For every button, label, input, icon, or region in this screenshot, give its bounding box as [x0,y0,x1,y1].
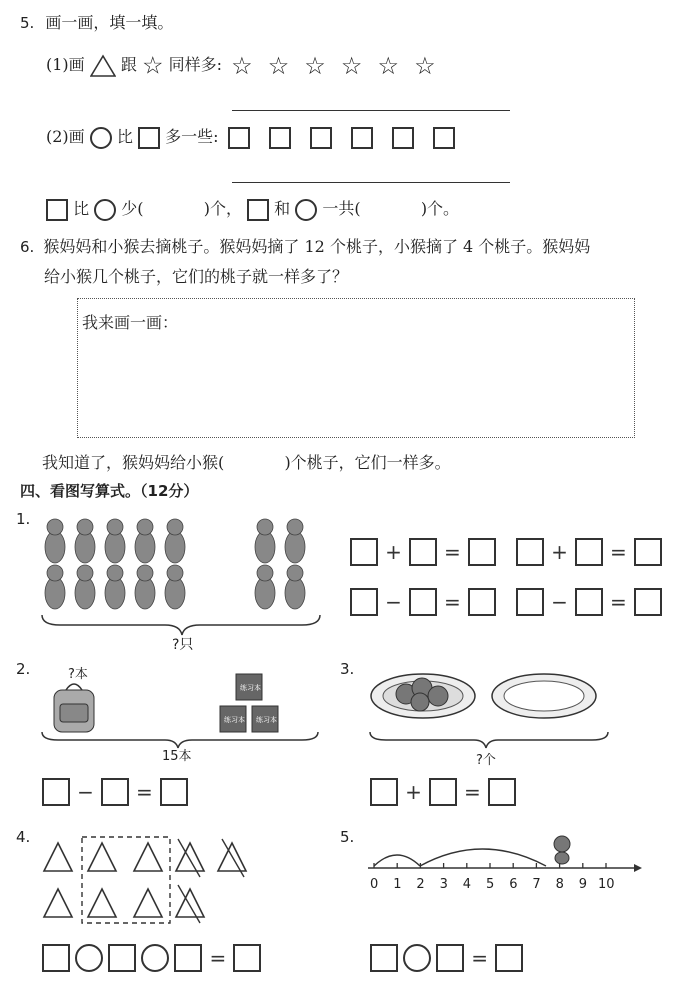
answer-box[interactable] [575,538,603,566]
answer-box[interactable] [468,588,496,616]
star-icon: ☆ [377,51,400,80]
square-icon [310,127,332,149]
minus-sign: − [385,590,402,614]
q5-part1 [46,52,436,78]
brace [370,732,608,748]
triangle-icon [44,843,72,871]
q5-part2-suffix: 多一些: [165,127,219,146]
q5-fill-row [46,196,459,221]
answer-box[interactable] [575,588,603,616]
p3-illustration [366,668,616,768]
answer-box[interactable] [468,538,496,566]
brace [42,615,320,635]
tick-label: 0 [370,877,379,892]
answer-box[interactable] [160,778,188,806]
answer-box[interactable] [495,944,523,972]
plate-icon [492,674,596,718]
equals-sign: = [136,780,153,804]
operator-circle[interactable] [141,944,169,972]
cat-icon [135,565,155,609]
answer-box[interactable] [409,588,437,616]
p3-eq [370,778,516,806]
operator-circle[interactable] [75,944,103,972]
circle-icon [90,127,112,149]
triangle-icon [88,843,116,871]
square-icon [351,127,373,149]
tick-label: 4 [462,877,472,892]
tick-label: 8 [555,877,564,892]
q6-text-1: 猴妈妈和小猴去摘桃子。猴妈妈摘了 12 个桃子，小猴摘了 4 个桃子。猴妈妈 [43,237,591,256]
q6-answer-a: 我知道了，猴妈妈给小猴( [42,453,225,472]
equals-sign: = [209,946,227,970]
triangle-icon [44,889,72,917]
answer-box[interactable] [516,588,544,616]
q5-fill-f: )个。 [420,199,460,218]
plus-sign: + [551,540,568,564]
q5-fill-d: 和 [274,199,291,218]
q6-line2 [44,264,348,287]
q5-part1-suffix: 同样多: [168,55,222,74]
brace [42,732,318,748]
p2-brace-label: 15本 [162,749,192,762]
square-icon [269,127,291,149]
square-icon [247,199,269,221]
jump-arc [420,849,546,866]
answer-box[interactable] [42,944,70,972]
p2-eq [42,778,188,806]
cat-icon [255,519,275,563]
answer-box[interactable] [350,588,378,616]
cat-icon [165,519,185,563]
q5-fill-e: 一共( [322,199,361,218]
book-icon [220,706,246,732]
minus-sign: − [551,590,568,614]
q6-answer-b: )个桃子，它们一样多。 [284,453,451,472]
triangle-icon [176,843,204,871]
p1-eq-3 [350,588,496,616]
q5-part2 [46,124,455,149]
p1-number: 1. [16,510,31,528]
p2-illustration [40,662,330,762]
equals-sign: = [444,590,461,614]
p3-number: 3. [340,660,355,678]
book-icon [252,706,278,732]
tick-label: 6 [509,877,518,892]
tick-label: 5 [486,877,495,892]
cats-illustration [40,515,325,655]
q5-fill-a: 比 [73,199,90,218]
square-icon [138,127,160,149]
tick-label: 7 [532,877,541,892]
p4-eq [42,944,261,972]
p5-number: 5. [340,828,355,846]
answer-box[interactable] [634,538,662,566]
triangle-icon [88,889,116,917]
q5-title: 画一画，填一填。 [45,13,174,32]
plus-sign: + [385,540,402,564]
tick-label: 1 [393,877,402,892]
equals-sign: = [471,946,489,970]
cat-icon [285,565,305,609]
star-icon: ☆ [141,51,164,80]
q5-part1-prefix: (1)画 [46,55,85,74]
square-icon [392,127,414,149]
answer-box[interactable] [409,538,437,566]
answer-box[interactable] [233,944,261,972]
q5-answer-line-2[interactable] [232,182,510,183]
q5-number: 5. [20,14,35,32]
answer-box[interactable] [488,778,516,806]
q5-part2-mid: 比 [116,127,133,146]
q5-answer-line-1[interactable] [232,110,510,111]
p1-brace-label: ?只 [172,637,194,653]
cat-icon [75,519,95,563]
q6-answer-row [42,450,451,473]
p3-brace-label: ?个 [476,753,496,768]
circle-icon [295,199,317,221]
p2-unknown-label: ?本 [68,667,88,682]
answer-box[interactable] [436,944,464,972]
q6-text-2: 给小猴几个桃子，它们的桃子就一样多了？ [44,267,349,286]
answer-box[interactable] [174,944,202,972]
star-icon: ☆ [267,51,290,80]
answer-box[interactable] [101,778,129,806]
answer-box[interactable] [429,778,457,806]
equals-sign: = [610,590,627,614]
axis-arrow [634,864,642,872]
answer-box[interactable] [108,944,136,972]
cat-icon [135,519,155,563]
minus-sign: − [77,780,94,804]
circle-icon [94,199,116,221]
answer-box[interactable] [42,778,70,806]
answer-box[interactable] [370,778,398,806]
p1-eq-1 [350,538,496,566]
tick-label: 3 [439,877,448,892]
section4-title: 四、看图写算式。（12分） [20,482,199,500]
cat-icon [105,519,125,563]
cat-icon [255,565,275,609]
cat-icon [45,519,65,563]
square-icon [46,199,68,221]
equals-sign: = [464,780,481,804]
p5-eq [370,944,523,972]
p4-illustration [40,835,270,925]
cat-icon [45,565,65,609]
triangle-icon [90,54,116,78]
square-icon [433,127,455,149]
answer-box[interactable] [350,538,378,566]
equals-sign: = [444,540,461,564]
star-icon: ☆ [304,51,326,80]
square-icon [228,127,250,149]
p2-number: 2. [16,660,31,678]
star-icon: ☆ [414,51,436,80]
answer-box[interactable] [370,944,398,972]
q6-draw-label: 我来画一画： [82,313,179,332]
plus-sign: + [405,780,422,804]
q5-header [20,10,173,33]
cat-icon [165,565,185,609]
tick-label: 2 [416,877,425,892]
book-icon [236,674,262,700]
p1-eq-4 [516,588,662,616]
q6-number: 6. [20,238,35,256]
number-line [362,830,647,900]
q5-fill-b: 少( [121,199,144,218]
dashed-group-box [82,837,170,923]
triangle-icon [134,889,162,917]
svg-text:练习本: 练习本 [240,684,261,692]
tick-label: 10 [598,877,615,892]
p1-eq-2 [516,538,662,566]
svg-text:练习本: 练习本 [224,716,245,724]
answer-box[interactable] [634,588,662,616]
tick-label: 9 [578,877,588,892]
cat-icon [285,519,305,563]
equals-sign: = [610,540,627,564]
frog-icon [554,836,570,864]
answer-box[interactable] [516,538,544,566]
q5-part1-mid: 跟 [120,55,137,74]
star-icon: ☆ [340,51,363,80]
svg-text:练习本: 练习本 [256,716,277,724]
operator-circle[interactable] [403,944,431,972]
q6-line1 [20,234,590,257]
triangle-icon [134,843,162,871]
cat-icon [105,565,125,609]
q5-part2-prefix: (2)画 [46,127,85,146]
backpack-icon [54,684,94,732]
p4-number: 4. [16,828,31,846]
q5-fill-c: )个， [203,199,242,218]
triangle-icon [176,889,204,917]
cat-icon [75,565,95,609]
star-icon: ☆ [231,51,253,80]
